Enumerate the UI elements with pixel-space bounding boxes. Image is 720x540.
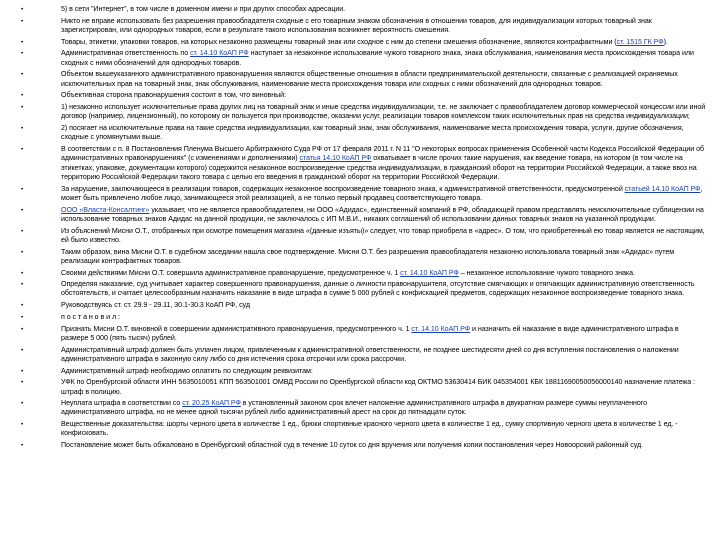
paragraph-text: наступает за незаконное использование чужого товарного знака, знака обслуживания, наименования места происхождения товара или сходных с ними обозначений для однородных товаров.	[61, 49, 694, 67]
list-item	[21, 185, 706, 204]
paragraph-text: УФК по Оренбургской области ИНН 5635010051 КПП 563501001 ОМВД России по Оренбургской области код ОКТМО 53630414 БИК 045354001 КБК 18811690050056000140 назначение платежа : штраф в полицию.	[61, 378, 695, 396]
document-bullet-list	[21, 5, 706, 450]
paragraph-text: ).	[663, 37, 668, 46]
legal-reference-link[interactable]: статья 14.10 КоАП РФ	[299, 154, 372, 163]
legal-reference-link[interactable]: статьей 14.10 КоАП РФ	[624, 184, 701, 193]
list-item	[21, 248, 706, 267]
list-item	[21, 5, 706, 14]
list-item	[21, 70, 706, 89]
list-item	[21, 325, 706, 344]
list-item	[21, 91, 706, 100]
paragraph-text: 5) в сети "Интернет", в том числе в доменном имени и при других способах адресации.	[61, 5, 346, 13]
legal-reference-link[interactable]: ООО «Власта-Консалтинг»	[61, 205, 150, 214]
paragraph-text: охватывает в числе прочих такие нарушения, как введение товара, на котором (в том числе на этикетках, упаковке, документации которого) содержится незаконное воспроизведение средства индивидуализации, в гражданский оборот на территории Российской Федерации, а также ввоз на территорию Российской Федерации такого товара с целью его введения в гражданский оборот на территории Российской Федерации.	[61, 154, 697, 181]
paragraph-text: Неуплата штрафа в соответствии со	[61, 399, 183, 408]
paragraph-text: , может быть привлечено любое лицо, занимающееся этой реализацией, а не только первый продавец соответствующего товара.	[61, 184, 703, 202]
paragraph-text: 1) незаконно использует исключительные права других лиц на товарный знак и иные средства индивидуализации, т.е. не заключает с правообладателем договор коммерческой концессии или иной договор (например, лицензионный), по которому он пользуется при производстве, оказании услуг, реализации товаров комплексом таких исключительных прав на средства индивидуализации;	[61, 103, 706, 121]
list-item	[21, 378, 706, 397]
list-item	[21, 280, 706, 299]
list-item	[21, 38, 706, 47]
legal-reference-link[interactable]: ст. 14.10 КоАП РФ	[400, 268, 459, 277]
legal-reference-link[interactable]: ст. 14.10 КоАП РФ	[190, 49, 249, 58]
paragraph-text: За нарушение, заключающееся в реализации товаров, содержащих незаконное воспроизведение товарного знака, к административной ответственности, предусмотренной	[61, 184, 625, 193]
list-item	[21, 49, 706, 68]
list-item	[21, 346, 706, 365]
list-item	[21, 124, 706, 143]
list-item	[21, 420, 706, 439]
list-item	[21, 103, 706, 122]
paragraph-text: Объективная сторона правонарушения состоит в том, что виновный:	[61, 91, 286, 100]
list-item	[21, 399, 706, 418]
legal-reference-link[interactable]: ст. 1515 ГК РФ	[616, 37, 664, 46]
paragraph-text: Никто не вправе использовать без разрешения правообладателя сходные с его товарным знаком обозначения в отношении товаров, для индивидуализации которых товарный знак зарегистрирован, или однородных товаров, если в результате такого использования возникнет вероятность смешения.	[61, 16, 652, 34]
list-item	[21, 313, 706, 322]
paragraph-text: Постановление может быть обжаловано в Оренбургский областной суд в течение 10 суток со дня вручения или получения копии постановления через Новоорский районный суд.	[61, 441, 644, 450]
paragraph-text: Вещественные доказательства: шорты черного цвета в количестве 1 ед., брюки спортивные красного черного цвета в количестве 1 ед., сумку спортивную черного цвета в количестве 1 ед. - конфисковать.	[61, 420, 678, 438]
paragraph-text: В соответствии с п. 8 Постановления Пленума Высшего Арбитражного Суда РФ от 17 февраля 2011 г. N 11 "О некоторых вопросах применения Особенной части Кодекса Российской Федерации об административных правонарушениях" (с изменениями и дополнениями)	[61, 144, 704, 163]
list-item	[21, 367, 706, 376]
paragraph-text: указывает, что не является правообладателем, ни ООО «Адидас», единственный компаний в РФ, обладающей правом представлять неисключительные сублицензии на использование товарных знаков Адидас на данной продукции, не заключалось с ИП М.В.И., никаких соглашений об использовании данных товарных знаков на указанной продукции.	[61, 205, 704, 223]
paragraph-text: Признать Мисни О.Т. виновной в совершении административного правонарушения, предусмотренного ч. 1	[61, 324, 412, 333]
paragraph-text: – незаконное использование чужого товарного знака.	[458, 268, 635, 277]
paragraph-text: Своими действиями Мисни О.Т. совершила административное правонарушение, предусмотренное ч. 1	[61, 268, 401, 277]
paragraph-text: Таким образом, вина Мисни О.Т. в судебном заседании нашла свое подтверждение. Мисни О.Т. без разрешения правообладателя незаконно использовала товарный знак «Адидас» путем реализации контрафактных товаров.	[61, 247, 675, 265]
paragraph-text: п о с т а н о в и л :	[61, 312, 120, 321]
list-item	[21, 227, 706, 246]
list-item	[21, 206, 706, 225]
list-item	[21, 145, 706, 182]
paragraph-text: Из объяснений Мисни О.Т., отобранных при осмотре помещения магазина «(данные изъяты)» следует, что товар приобрела в «адрес». О том, что приобретенный ею товар является не настоящим, ей было известно.	[61, 226, 705, 244]
paragraph-text: Товары, этикетки, упаковки товаров, на которых незаконно размещены товарный знак или сходное с ним до степени смешения обозначение, являются контрафактными (	[61, 37, 617, 46]
paragraph-text: Административная ответственность по	[61, 49, 191, 58]
legal-reference-link[interactable]: ст. 20.25 КоАП РФ	[182, 399, 241, 408]
paragraph-text: Административный штраф необходимо оплатить по следующим реквизитам:	[61, 366, 313, 375]
paragraph-text: Административный штраф должен быть уплачен лицом, привлеченным к административной ответственности, не позднее шестидесяти дней со дня вступления постановления о наложении административного штрафа в законную силу либо со дня истечения срока отсрочки или срока рассрочки.	[61, 345, 679, 363]
list-item	[21, 269, 706, 278]
paragraph-text: в установленный законом срок влечет наложение административного штрафа в двукратном размере суммы неуплаченного административного штрафа, но не менее одной тысячи рублей либо административный арест на срок до пятнадцати суток.	[61, 399, 648, 417]
list-item	[21, 301, 706, 310]
paragraph-text: Объектом вышеуказанного административного правонарушения являются общественные отношения в области предпринимательской деятельности, связанные с реализацией охраняемых исключительных прав на товарный знак, знак обслуживания, наименование места происхождения товара или сходных с ними обозначений для однородных товаров.	[61, 70, 678, 88]
paragraph-text: Определяя наказание, суд учитывает характер совершенного правонарушения, данные о личности правонарушителя, отсутствие смягчающих и отягчающих административную ответственность обстоятельств, и считает целесообразным назначить наказание в виде штрафа в сумме 5 000 рублей с конфискацией предметов, содержащих незаконное воспроизведение товарного знака.	[61, 280, 695, 298]
list-item	[21, 17, 706, 36]
legal-reference-link[interactable]: ст. 14.10 КоАП РФ	[411, 324, 471, 333]
list-item	[21, 441, 706, 450]
paragraph-text: 2) посягает на исключительные права на такие средства индивидуализации, как товарный знак, знак обслуживания, наименование места происхождения товара, услуги, другие обозначения, сходные с упомянутыми выше.	[61, 124, 684, 142]
paragraph-text: Руководствуясь ст. ст. 29.9 - 29.11, 30.1-30.3 КоАП РФ, суд	[61, 301, 250, 310]
paragraph-text: и назначить ей наказание в виде административного штрафа в размере 5 000 (пять тысяч) рублей.	[61, 324, 679, 342]
